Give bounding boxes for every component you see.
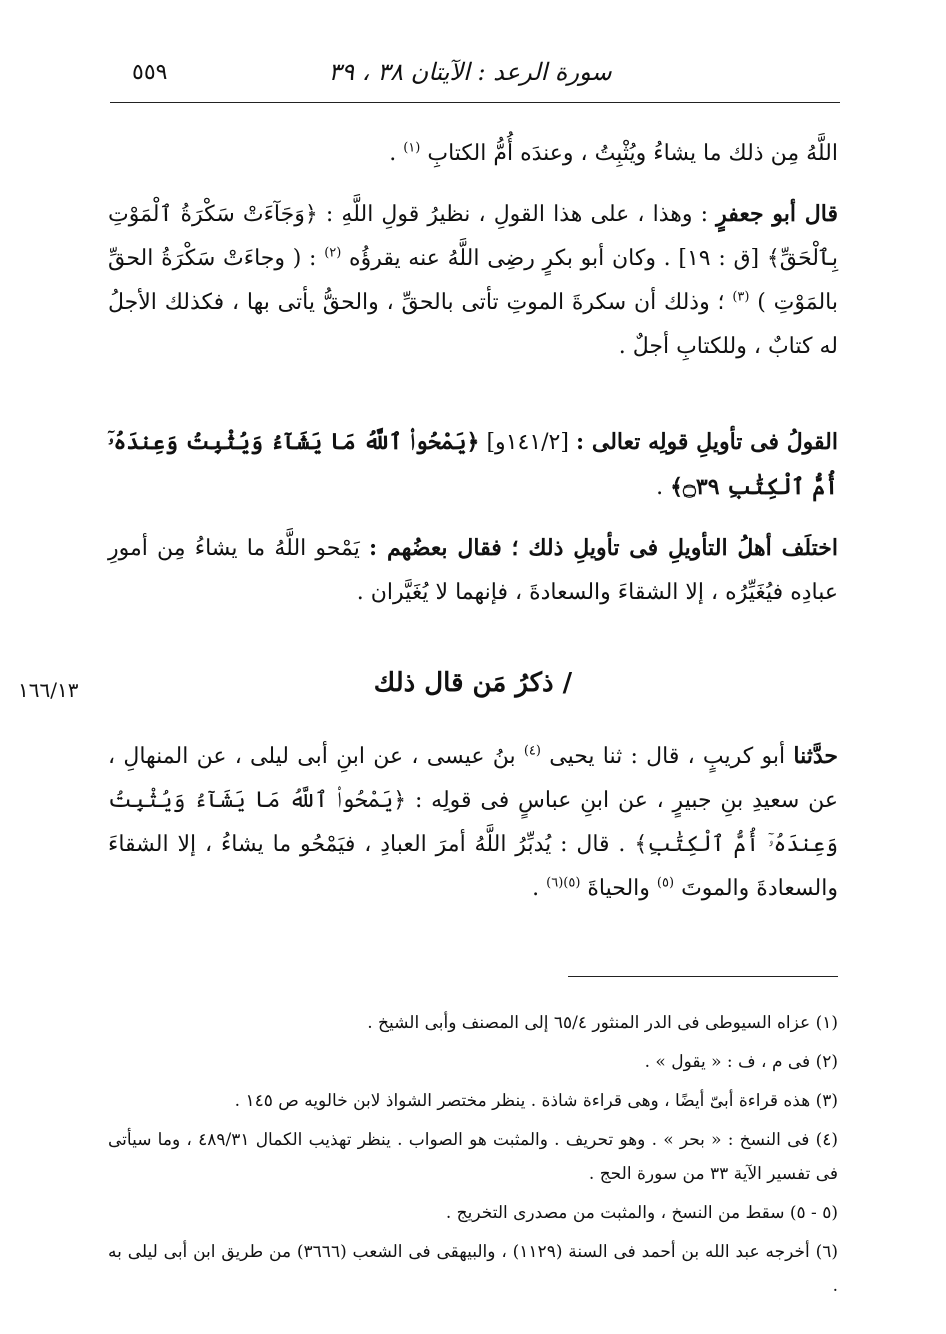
p5-tail: . [532, 876, 540, 901]
p4-lead: اختلَف أهلُ التأويلِ فى تأويلِ ذلك ؛ فقال بعضُهم : [369, 535, 838, 561]
p5-text4: والحياةَ [587, 876, 650, 901]
paragraph-5 [108, 734, 838, 911]
footnote-3: (٣) هذه قراءة أبىّ أيضًا ، وهى قراءة شاذة . ينظر مختصر الشواذ لابن خالويه ص ١٤٥ . [234, 1091, 838, 1111]
p1-tail: . [389, 141, 397, 166]
footnote-2: (٢) فى م ، ف : « يقول » . [644, 1052, 838, 1072]
footnote-marker: (٢) [324, 245, 342, 261]
quran-verse: ﴿يَمْحُوا۟ ٱللَّهُ مَا يَشَآءُ وَيُثْبِتُ وَعِندَهُۥٓ أُمُّ ٱلْكِتَٰبِ ۝٣٩﴾ [108, 429, 838, 500]
footnote-marker: (٤) [523, 743, 541, 759]
p2-text2: : ( وجاءَتْ سَكْرَةُ الحقِّ بالمَوْتِ ) [108, 246, 838, 315]
p2-speaker: قال أبو جعفرٍ [716, 201, 838, 227]
main-text-block-3 [108, 734, 838, 927]
footnote-marker: (٣) [732, 289, 750, 305]
p5-text1: أبو كريبٍ ، قال : ثنا يحيى [549, 744, 786, 769]
footnote-4: (٤) فى النسخ : « بحر » . وهو تحريف . والمثبت هو الصواب . ينظر تهذيب الكمال ٤٨٩/٣١ ، وما سيأتى فى تفسير الآية ٣٣ من سورة الحج . [108, 1130, 838, 1184]
margin-reference: ١٦٦/١٣ [18, 678, 79, 702]
paragraph-2 [108, 192, 838, 369]
p3-ref: [١٤١/٢و] [486, 430, 569, 455]
p5-text2: بنُ عيسى ، عن ابنِ أبى ليلى ، عن المنهالِ ، عن سعيدِ بنِ جبيرٍ ، عن ابنِ عباسٍ فى قولِه : [108, 744, 838, 813]
running-header [110, 52, 840, 103]
header-title: سورة الرعد : الآيتان ٣٨ ، ٣٩ [328, 58, 612, 86]
p1-text: اللَّهُ مِن ذلك ما يشاءُ ويُثْبِتُ ، وعندَه أُمُّ الكتابِ [427, 141, 838, 166]
footnote-separator [568, 976, 838, 977]
quran-verse: ﴿يَمْحُوا۟ ٱللَّهُ مَا يَشَآءُ وَيُثْبِتُ وَعِندَهُۥٓ أُمُّ ٱلْكِتَٰبِ﴾ [108, 788, 839, 857]
paragraph-4 [108, 526, 838, 615]
p4-text: يَمْحو اللَّهُ ما يشاءُ مِن أمورِ عبادِه فيُغَيِّرُه ، إلا الشقاءَ والسعادةَ ، فإنهما لا يُغَيَّران . [108, 536, 838, 605]
p5-text3: . قال : يُدبِّرُ اللَّهُ أمرَ العبادِ ، فيَمْحُو ما يشاءُ ، إلا الشقاءَ والسعادةَ والموتَ [108, 832, 838, 901]
main-text-block-1 [108, 132, 838, 385]
footnote-marker: (٥)(٦) [546, 875, 581, 891]
footnote-marker: (١) [403, 140, 421, 156]
footnote-marker: (٥) [656, 875, 675, 891]
footnote-1: (١) عزاه السيوطى فى الدر المنثور ٦٥/٤ إلى المصنف وأبى الشيخ . [367, 1013, 838, 1033]
p2-ref: [ق : ١٩] . وكان أبو بكرٍ رضِى اللَّهُ عنه يقرؤُه [349, 246, 760, 271]
footnote-6: (٦) أخرجه عبد الله بن أحمد فى السنة (١١٢٩) ، والبيهقى فى الشعب (٣٦٦٦) من طريق ابن أبى ليلى به . [108, 1242, 838, 1296]
section-heading: / ذكرُ مَن قال ذلك [373, 668, 573, 698]
p3-heading: القولُ فى تأويلِ قولِه تعالى : [576, 429, 838, 455]
footnote-5: (٥ - ٥) سقط من النسخ ، والمثبت من مصدرى التخريج . [445, 1203, 838, 1223]
paragraph-1 [108, 132, 838, 176]
quran-verse: ﴿وَجَآءَتْ سَكْرَةُ ٱلْمَوْتِ بِٱلْحَقِّ﴾ [108, 202, 838, 271]
p2-text3: ؛ وذلك أن سكرةَ الموتِ تأتى بالحقِّ ، والحقُّ يأتى بها ، فكذلك الأجلُ له كتابٌ ، وللكتابِ أجلٌ . [108, 290, 838, 359]
paragraph-3 [108, 420, 838, 510]
page-number: ٥٥٩ [132, 60, 168, 85]
p2-text1: : وهذا ، على هذا القولِ ، نظيرُ قولِ اللَّهِ : [325, 202, 708, 227]
footnotes [108, 1006, 838, 1308]
p5-lead: حدَّثنا [793, 743, 838, 769]
p3-tail: . [656, 475, 664, 500]
main-text-block-2 [108, 420, 838, 631]
